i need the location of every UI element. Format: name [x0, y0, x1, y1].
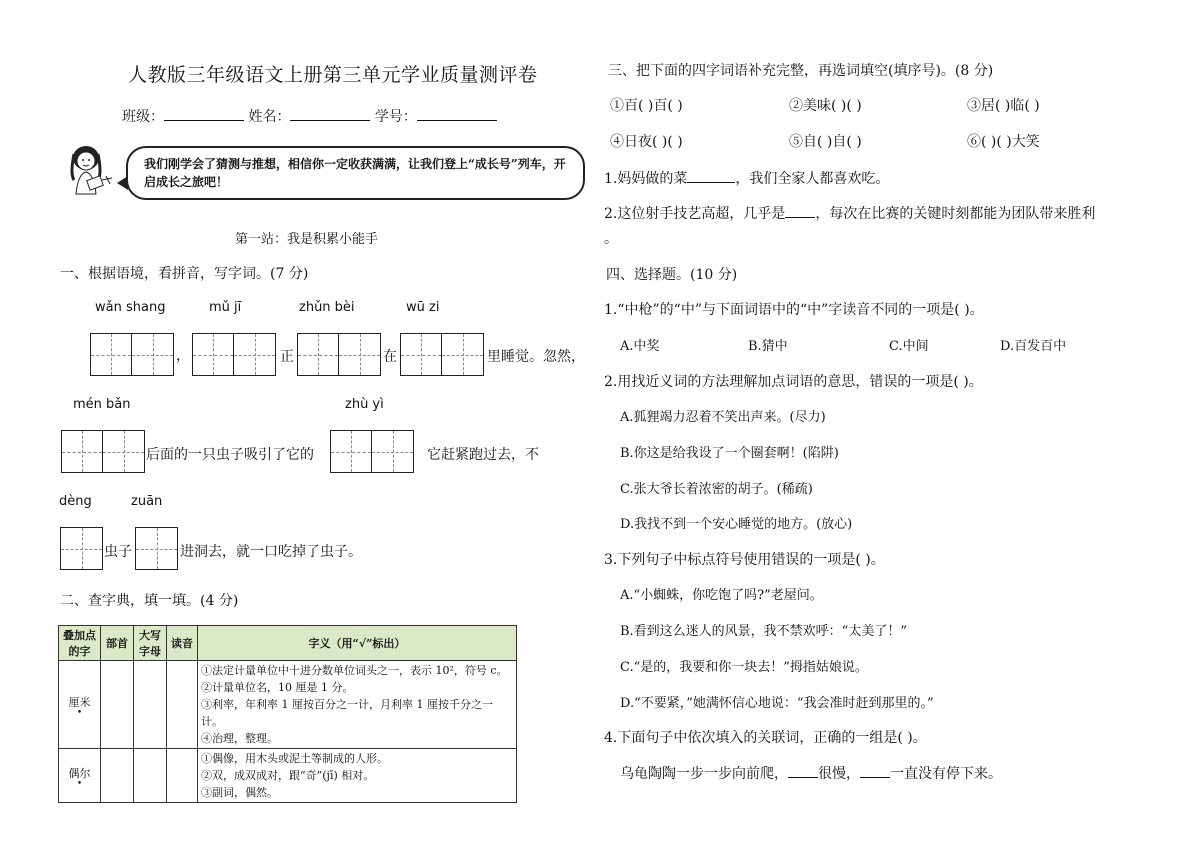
pinyin-zuan: zuān: [131, 494, 163, 509]
text-zheng: 正: [280, 349, 294, 365]
word-limi: 厘米: [68, 695, 91, 709]
pinyin-wanshang: wǎn shang: [95, 300, 166, 315]
class-label: 班级：: [122, 109, 164, 125]
section2-heading: 二、查字典，填一填。(4 分): [60, 593, 239, 609]
idiom-item-2[interactable]: ②美味( )( ): [789, 98, 862, 114]
q3-option-b[interactable]: B.看到这么迷人的风景，我不禁欢呼：“太美了！”: [620, 624, 907, 639]
pronunciation-cell[interactable]: [167, 749, 198, 803]
girl-reading-illustration: [66, 144, 120, 200]
q1-option-a[interactable]: A.中奖: [620, 339, 660, 354]
capital-letter-cell[interactable]: [134, 749, 167, 803]
meaning-item[interactable]: ①法定计量单位中十进分数单位词头之一，表示 10²，符号 c。: [201, 664, 508, 677]
q2-option-d[interactable]: D.我找不到一个安心睡觉的地方。(放心): [620, 517, 853, 532]
text-li: 里睡觉。忽然，: [487, 349, 585, 365]
pinyin-muji: mǔ jī: [209, 300, 242, 315]
choice-question-4: 4.下面句子中依次填入的关联词，正确的一组是( )。: [604, 730, 927, 746]
id-label: 学号：: [374, 109, 417, 125]
page-title: 人教版三年级语文上册第三单元学业质量测评卷: [128, 64, 538, 86]
pinyin-deng: dèng: [59, 494, 92, 509]
writing-grid-menban[interactable]: [61, 430, 145, 473]
q4-blank-1[interactable]: [788, 765, 818, 778]
q2-option-c[interactable]: C.张大爷长着浓密的胡子。(稀疏): [620, 482, 813, 497]
emphasis-dot: •: [76, 778, 83, 789]
table-row: [59, 749, 517, 803]
writing-grid-zhuyi[interactable]: [330, 430, 414, 473]
writing-grid-zhunbei[interactable]: [297, 333, 381, 376]
student-info-line: [122, 106, 497, 126]
pinyin-menban: mén bǎn: [73, 397, 131, 412]
q4-blank-2[interactable]: [860, 765, 890, 778]
q3-option-c[interactable]: C.“是的，我要和你一块去！”拇指姑娘说。: [620, 660, 868, 675]
name-field[interactable]: [290, 106, 370, 121]
fill-q2-text-a: 2.这位射手技艺高超，几乎是: [604, 206, 786, 222]
fill-q1-blank[interactable]: [687, 170, 735, 183]
table-header: 叠加点的字: [59, 626, 101, 661]
q4-sentence-b: 很慢，: [818, 766, 860, 782]
meaning-item[interactable]: ②双，成双成对，跟“奇”(jī) 相对。: [201, 769, 375, 782]
choice-question-3: 3.下列句子中标点符号使用错误的一项是( )。: [604, 552, 885, 568]
table-word-cell: [59, 749, 101, 803]
meaning-item[interactable]: ③副词，偶然。: [201, 786, 278, 799]
q3-option-d[interactable]: D.“不要紧，”她满怀信心地说：“我会准时赶到那里的。”: [620, 696, 934, 711]
table-header: 部首: [101, 626, 134, 661]
dictionary-table: [58, 625, 517, 803]
section4-heading: 四、选择题。(10 分): [606, 267, 738, 283]
fill-question-2: [604, 203, 1095, 223]
idiom-item-6[interactable]: ⑥( )( )大笑: [967, 134, 1040, 150]
q2-option-a[interactable]: A.狐狸竭力忍着不笑出声来。(尽力): [620, 410, 826, 425]
bubble-text: 我们刚学会了猜测与推想，相信你一定收获满满，让我们登上“成长号”列车，开启成长之旅吧！: [144, 157, 566, 189]
table-header: 字义（用“√”标出）: [198, 626, 517, 661]
text-houmian: 后面的一只虫子吸引了它的: [146, 447, 314, 463]
meaning-item[interactable]: ①偶像，用木头或泥土等制成的人形。: [201, 752, 388, 765]
q1-option-d[interactable]: D.百发百中: [1000, 339, 1067, 354]
meanings-cell: [198, 749, 517, 803]
writing-grid-wanshang[interactable]: [90, 333, 174, 376]
idiom-item-5[interactable]: ⑤自( )自( ): [789, 134, 862, 150]
q3-option-a[interactable]: A.“小蜘蛛，你吃饱了吗?”老屋问。: [620, 588, 823, 603]
text-tagan: 它赶紧跑过去，不: [427, 447, 539, 463]
idiom-item-3[interactable]: ③居( )临( ): [967, 98, 1040, 114]
writing-grid-muji[interactable]: [192, 333, 276, 376]
radical-cell[interactable]: [101, 661, 134, 749]
pinyin-wuzi: wū zi: [406, 300, 440, 315]
table-header: 大写字母: [134, 626, 167, 661]
meaning-item[interactable]: ③利率，年利率 1 厘按百分之一计，月利率 1 厘按千分之一计。: [201, 698, 493, 728]
section1-heading: 一、根据语境，看拼音，写字词。(7 分): [60, 266, 309, 282]
choice-question-2: 2.用找近义词的方法理解加点词语的意思，错误的一项是( )。: [604, 374, 983, 390]
meanings-cell: [198, 661, 517, 749]
writing-grid-deng[interactable]: [60, 527, 103, 570]
text-zai: 在: [383, 349, 397, 365]
choice-question-1: 1.“中枪”的“中”与下面词语中的“中”字读音不同的一项是( )。: [604, 302, 984, 318]
table-header-row: [59, 626, 517, 661]
section3-heading: 三、把下面的四字词语补充完整，再选词填空(填序号)。(8 分): [608, 63, 994, 79]
station-title: 第一站：我是积累小能手: [235, 232, 379, 247]
meaning-item[interactable]: ②计量单位名，10 厘是 1 分。: [201, 681, 354, 694]
table-row: [59, 661, 517, 749]
table-word-cell: [59, 661, 101, 749]
fill-q2-end: 。: [604, 231, 618, 247]
fill-q2-blank[interactable]: [785, 205, 815, 218]
q4-sentence: [620, 763, 1002, 783]
speech-bubble: [126, 146, 585, 200]
q1-option-b[interactable]: B.猜中: [748, 339, 788, 354]
fill-q1-text-a: 1.妈妈做的菜: [604, 171, 688, 187]
radical-cell[interactable]: [101, 749, 134, 803]
class-field[interactable]: [164, 106, 244, 121]
fill-q2-text-b: ，每次在比赛的关键时刻都能为团队带来胜利: [815, 206, 1096, 222]
idiom-item-1[interactable]: ①百( )百( ): [610, 98, 683, 114]
q4-sentence-a: 乌龟陶陶一步一步向前爬，: [620, 766, 788, 782]
capital-letter-cell[interactable]: [134, 661, 167, 749]
idiom-item-4[interactable]: ④日夜( )( ): [610, 134, 683, 150]
writing-grid-zuan[interactable]: [135, 527, 178, 570]
fill-question-1: [604, 168, 889, 188]
pronunciation-cell[interactable]: [167, 661, 198, 749]
q4-sentence-c: 一直没有停下来。: [890, 766, 1002, 782]
comma: ，: [176, 348, 190, 364]
name-label: 姓名：: [248, 109, 291, 125]
q1-option-c[interactable]: C.中间: [889, 339, 929, 354]
text-chongzi: 虫子: [104, 544, 132, 560]
word-ouer: 偶尔: [68, 766, 91, 780]
table-header: 读音: [167, 626, 198, 661]
pinyin-zhunbei: zhǔn bèi: [299, 300, 355, 315]
id-field[interactable]: [417, 106, 497, 121]
pinyin-zhuyi: zhù yì: [345, 397, 384, 412]
fill-q1-text-b: ，我们全家人都喜欢吃。: [735, 171, 890, 187]
q2-option-b[interactable]: B.你这是给我设了一个圈套啊！(陷阱): [620, 446, 839, 461]
writing-grid-wuzi[interactable]: [400, 333, 484, 376]
text-end: 进洞去，就一口吃掉了虫子。: [180, 544, 362, 560]
emphasis-dot: •: [76, 707, 83, 718]
meaning-item[interactable]: ④治理，整理。: [201, 732, 278, 745]
